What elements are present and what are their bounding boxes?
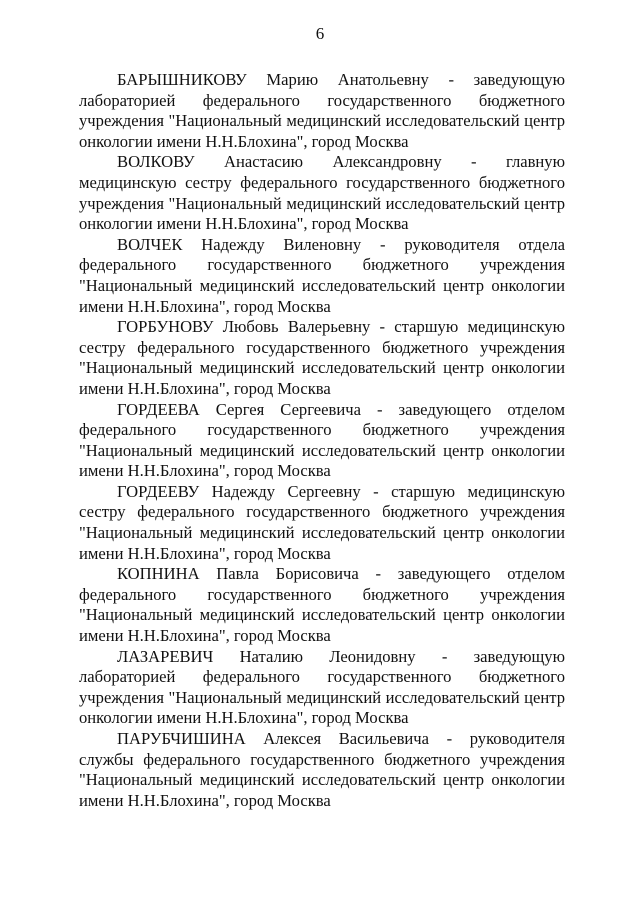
page-number: 6 (315, 24, 325, 43)
list-item-gordeeva: ГОРДЕЕВУ Надежду Сергеевну - старшую медицинскую сестру федерального государственного бюджетного учреждения "Национальный медицинский исследовательский центр онкологии имени Н.Н.Блохина", город Москва (79, 481, 565, 563)
list-item-volkova: ВОЛКОВУ Анастасию Александровну - главную медицинскую сестру федерального государственного бюджетного учреждения "Национальный медицинский исследовательский центр онкологии имени Н.Н.Блохина", город Москва (79, 152, 565, 234)
list-item-barishnikova: БАРЫШНИКОВУ Марию Анатольевну - заведующую лабораторией федерального государственного бюджетного учреждения "Национальный медицинский исследовательский центр онкологии имени Н.Н.Блохина", город Москва (79, 70, 565, 151)
list-item-parubchishin: ПАРУБЧИШИНА Алексея Васильевича - руководителя службы федерального государственного бюджетного учреждения "Национальный медицинский исследовательский центр онкологии имени Н.Н.Блохина", город Москва (79, 729, 565, 810)
list-item-lazarevich: ЛАЗАРЕВИЧ Наталию Леонидовну - заведующую лабораторией федерального государственного бюджетного учреждения "Национальный медицинский исследовательский центр онкологии имени Н.Н.Блохина", город Москва (79, 646, 565, 728)
list-item-volchek: ВОЛЧЕК Надежду Виленовну - руководителя отдела федерального государственного бюджетного учреждения "Национальный медицинский исследовательский центр онкологии имени Н.Н.Блохина", город Москва (79, 234, 565, 316)
list-item-gorbunova: ГОРБУНОВУ Любовь Валерьевну - старшую медицинскую сестру федерального государственного бюджетного учреждения "Национальный медицинский исследовательский центр онкологии имени Н.Н.Блохина", город Москва (79, 317, 565, 398)
award-list (79, 70, 565, 811)
list-item-kopnin: КОПНИНА Павла Борисовича - заведующего отделом федерального государственного бюджетного учреждения "Национальный медицинский исследовательский центр онкологии имени Н.Н.Блохина", город Москва (79, 564, 565, 646)
list-item-gordeev: ГОРДЕЕВА Сергея Сергеевича - заведующего отделом федерального государственного бюджетного учреждения "Национальный медицинский исследовательский центр онкологии имени Н.Н.Блохина", город Москва (79, 399, 565, 481)
